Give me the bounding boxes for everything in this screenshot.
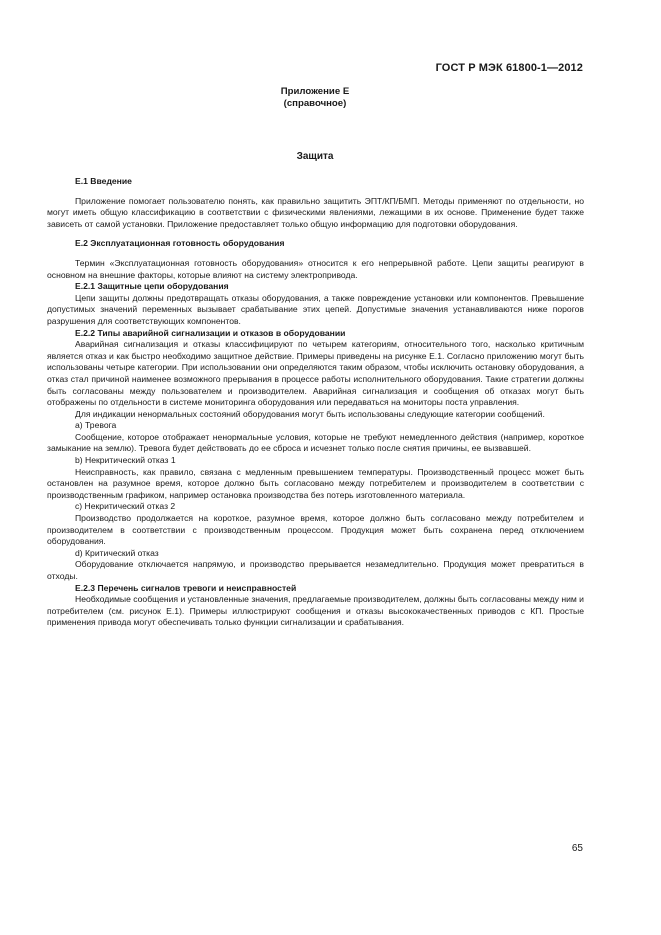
item-b-label: b) Некритический отказ 1 bbox=[75, 455, 176, 466]
e2-heading: Е.2 Эксплуатационная готовность оборудования bbox=[75, 238, 285, 249]
e22-paragraph-2: Для индикации ненормальных состояний оборудования могут быть использованы следующие категории сообщений. bbox=[75, 408, 545, 419]
e2-paragraph: Термин «Эксплуатационная готовность оборудования» относится к его непрерывной работе. Цепи защиты реагируют в основном на внешние факторы, которые влияют на систему электропривода. bbox=[47, 257, 584, 280]
e21-heading: Е.2.1 Защитные цепи оборудования bbox=[75, 281, 229, 292]
standard-header: ГОСТ Р МЭК 61800-1—2012 bbox=[435, 62, 583, 74]
e1-heading: Е.1 Введение bbox=[75, 176, 132, 186]
e22-paragraph-1: Аварийная сигнализация и отказы классифицируют по четырем категориям, относительного того, насколько критичным является отказ и как быстро необходимо защитное действие. Примеры приведены на рисунке Е.1. Согласно приложению могут быть использованы четыре категории. При использовании они определяются таким образом, чтобы исключить остановку оборудования, а отказ стал причиной наименее возможного прерывания в процессе работы исполнительного оборудования. Такие стратегии должны быть согласованы между пользователем и производителем. Аварийная сигнализация и сообщения об отказах могут быть отображены по отдельности в системе мониторинга оборудования или передаваться на мониторы поста управления. bbox=[47, 339, 584, 408]
e21-paragraph: Цепи защиты должны предотвращать отказы оборудования, а также повреждение установки или компонентов. Превышение допустимых значений переменных вызывает срабатывание этих цепей. Допустимые значения устанавливаются ниже порогов разрушения для соответствующих компонентов. bbox=[47, 292, 584, 326]
item-a-label: а) Тревога bbox=[75, 420, 117, 431]
body-text bbox=[47, 176, 584, 629]
item-d-text: Оборудование отключается напрямую, и производство прерывается незамедлительно. Продукция может превратиться в отходы. bbox=[47, 559, 584, 581]
page-number: 65 bbox=[571, 843, 583, 854]
item-d-label: d) Критический отказ bbox=[75, 547, 159, 558]
e23-heading: Е.2.3 Перечень сигналов тревоги и неисправностей bbox=[75, 582, 297, 593]
e22-heading: Е.2.2 Типы аварийной сигнализации и отказов в оборудовании bbox=[75, 327, 346, 338]
item-c-label: с) Некритический отказ 2 bbox=[75, 501, 176, 512]
e23-paragraph: Необходимые сообщения и установленные значения, предлагаемые производителем, должны быть согласованы между ним и потребителем (см. рисунок Е.1). Примеры иллюстрируют сообщения и отказы высококачественных приводов с КП. Простые применения привода могут обеспечивать только функции сигнализации и срабатывания. bbox=[47, 594, 584, 628]
section-title: Защита bbox=[296, 151, 334, 162]
item-a-text: Сообщение, которое отображает ненормальные условия, которые не требуют немедленного действия (например, короткое замыкание на землю). Тревога будет действовать до ее сброса и исчезнет только после снятия причины, ее вызвавшей. bbox=[47, 431, 584, 454]
appendix-subtitle: (справочное) bbox=[283, 98, 347, 109]
appendix-heading bbox=[0, 86, 630, 110]
e1-paragraph: Приложение помогает пользователю понять, как правильно защитить ЭПТ/КП/БМП. Методы применяют по отдельности, но могут иметь общую классификацию в соответствии с физическими явлениями, лежащими в их основе. Применение будет также зависеть от самой установки. Приложение предоставляет только общую информацию для подготовки оборудования. bbox=[47, 195, 584, 229]
item-c-text: Производство продолжается на короткое, разумное время, которое должно быть согласовано между потребителем и производителем в соответствии с производственным процессом. Продукция может быть сохранена перед отключением оборудования. bbox=[47, 513, 584, 547]
appendix-title: Приложение Е bbox=[280, 86, 350, 97]
item-b-text: Неисправность, как правило, связана с медленным превышением температуры. Производственный процесс может быть остановлен на разумное время, которое должно быть согласовано между потребителем и производителем в соответствии с производственным графиком, например остановка производства без потерь изготовленного материала. bbox=[47, 466, 584, 500]
